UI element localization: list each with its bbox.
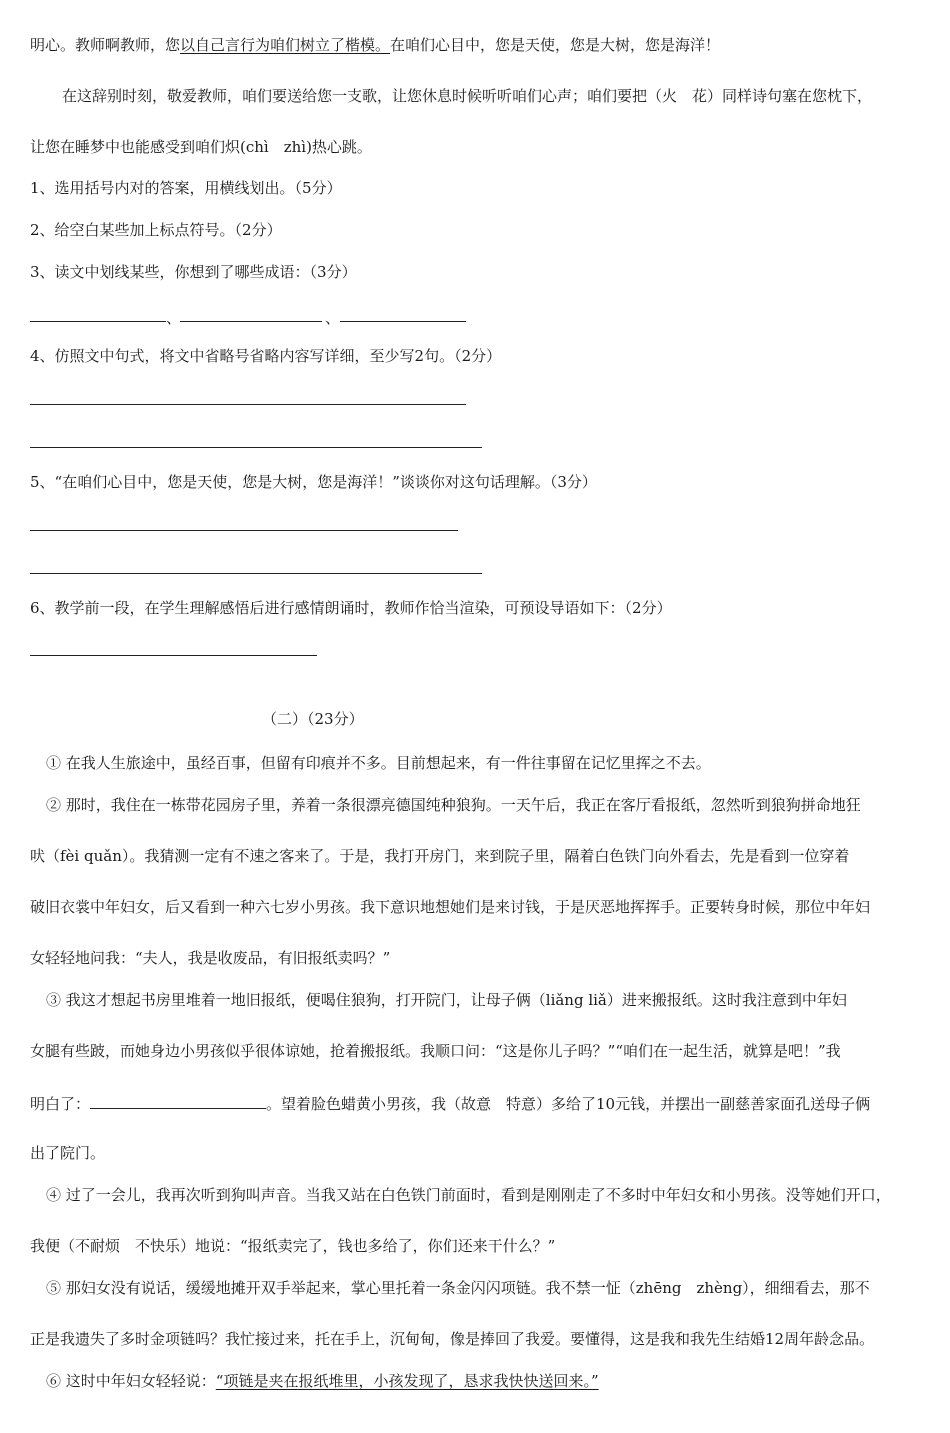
paragraph-2-line: 吠（fèi quǎn）。我猜测一定有不速之客来了。于是，我打开房门，来到院子里，隔着白色铁门向外看去，先是看到一位穿着 — [30, 847, 850, 865]
paragraph-2-line: ② 那时，我住在一栋带花园房子里，养着一条很漂亮德国纯种狼狗。一天午后，我正在客厅看报纸，忽然听到狼狗拼命地狂 — [46, 796, 861, 814]
answer-line[interactable] — [30, 404, 466, 405]
paragraph-5-line: ⑤ 那妇女没有说话，缓缓地摊开双手举起来，掌心里托着一条金闪闪项链。我不禁一怔（zhēng zhèng），细细看去，那不 — [46, 1279, 870, 1297]
answer-blank[interactable] — [90, 1092, 266, 1109]
section-heading: （二）（23分） — [262, 710, 364, 728]
passage-line: 让您在睡梦中也能感受到咱们炽(chì zhì)热心跳。 — [30, 138, 372, 156]
answer-line[interactable] — [30, 530, 458, 531]
paragraph-4-line: ④ 过了一会儿，我再次听到狗叫声音。当我又站在白色铁门前面时，看到是刚刚走了不多时中年妇女和小男孩。没等她们开口， — [46, 1186, 891, 1204]
paragraph-2-line: 破旧衣裳中年妇女，后又看到一种六七岁小男孩。我下意识地想她们是来讨钱，于是厌恶地挥挥手。正要转身时候，那位中年妇 — [30, 898, 871, 916]
paragraph-3-line: 女腿有些跛，而她身边小男孩似乎很体谅她，抢着搬报纸。我顺口问：“这是你儿子吗？”“咱们在一起生活，就算是吧！”我 — [30, 1042, 841, 1060]
paragraph-6 — [46, 1371, 599, 1391]
passage-line: 在这辞别时刻，敬爱教师，咱们要送给您一支歌，让您休息时候听听咱们心声；咱们要把（火 花）同样诗句塞在您枕下， — [62, 87, 873, 105]
question-5: 5、“在咱们心目中，您是天使，您是大树，您是海洋！”谈谈你对这句话理解。（3分） — [30, 473, 597, 491]
passage-line — [30, 35, 720, 55]
question-2: 2、给空白某些加上标点符号。（2分） — [30, 221, 282, 239]
paragraph-4-line: 我便（不耐烦 不快乐）地说：“报纸卖完了，钱也多给了，你们还来干什么？” — [30, 1237, 556, 1255]
answer-line[interactable] — [30, 573, 482, 574]
passage-text: 。望着脸色蜡黄小男孩，我（故意 特意）多给了10元钱，并摆出一副慈善家面孔送母子俩 — [266, 1095, 871, 1113]
separator: 、 — [166, 309, 182, 327]
answer-blank[interactable] — [30, 321, 166, 322]
question-6: 6、教学前一段，在学生理解感悟后进行感情朗诵时，教师作恰当渲染，可预设导语如下：（2分） — [30, 599, 672, 617]
underlined-phrase: 以自己言行为咱们树立了楷模。 — [180, 36, 391, 54]
question-4: 4、仿照文中句式，将文中省略号省略内容写详细，至少写2句。（2分） — [30, 347, 502, 365]
question-1: 1、选用括号内对的答案，用横线划出。（5分） — [30, 179, 342, 197]
passage-text: 明白了： — [30, 1095, 91, 1113]
underlined-sentence: “项链是夹在报纸堆里，小孩发现了，恳求我快快送回来。” — [215, 1372, 599, 1390]
answer-line[interactable] — [30, 655, 317, 656]
passage-text: ⑥ 这时中年妇女轻轻说： — [46, 1372, 216, 1390]
answer-blank[interactable] — [180, 321, 322, 322]
paragraph-1: ① 在我人生旅途中，虽经百事，但留有印痕并不多。目前想起来，有一件往事留在记忆里挥之不去。 — [46, 754, 711, 772]
separator: 、 — [325, 309, 341, 327]
answer-line[interactable] — [30, 447, 482, 448]
paragraph-3-line: 出了院门。 — [30, 1144, 106, 1162]
question-3: 3、读文中划线某些，你想到了哪些成语：（3分） — [30, 263, 357, 281]
paragraph-2-line: 女轻轻地问我：“夫人，我是收废品，有旧报纸卖吗？” — [30, 949, 391, 967]
paragraph-5-line: 正是我遗失了多时金项链吗？我忙接过来，托在手上，沉甸甸，像是捧回了我爱。要懂得，这是我和我先生结婚12周年龄念品。 — [30, 1330, 875, 1348]
paragraph-3-line — [30, 1092, 870, 1114]
passage-text: 明心。教师啊教师，您 — [30, 36, 181, 54]
answer-blank[interactable] — [340, 321, 466, 322]
passage-text: 在咱们心目中，您是天使，您是大树，您是海洋！ — [390, 36, 721, 54]
paragraph-3-line: ③ 我这才想起书房里堆着一地旧报纸，便喝住狼狗，打开院门，让母子俩（liǎng liǎ）进来搬报纸。这时我注意到中年妇 — [46, 991, 847, 1009]
